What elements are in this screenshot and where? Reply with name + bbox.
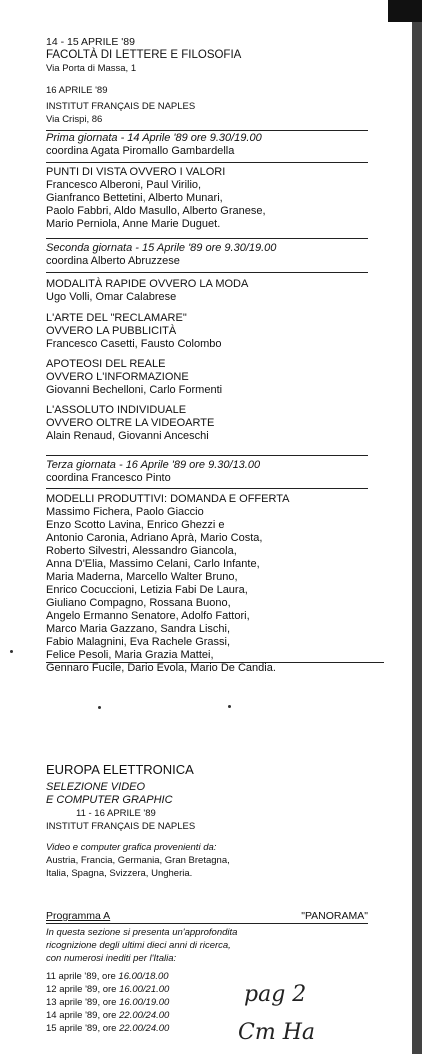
scan-speck [98, 706, 101, 709]
program-label: Programma A [46, 910, 111, 922]
program-desc-2: ricognizione degli ultimi dieci anni di ricerca, [46, 940, 231, 951]
day2-topic-2-title-2: OVVERO LA PUBBLICITÀ [46, 325, 177, 337]
handwritten-note-2: Cm Ha [238, 1020, 315, 1045]
right-scan-edge [412, 22, 422, 1054]
scan-speck [228, 705, 231, 708]
europa-venue: INSTITUT FRANÇAIS DE NAPLES [46, 821, 196, 832]
day2-coordinator: coordina Alberto Abruzzese [46, 255, 180, 267]
day2-topic-3-title-1: APOTEOSI DEL REALE [46, 358, 166, 370]
day2-topic-1-title: MODALITÀ RAPIDE OVVERO LA MODA [46, 278, 249, 290]
day2-topic-4-title-2: OVVERO OLTRE LA VIDEOARTE [46, 417, 215, 429]
day1-speakers-1: Francesco Alberoni, Paul Virilio, [46, 179, 202, 191]
program-header [46, 910, 368, 922]
day2-content [46, 278, 386, 443]
divider-1 [46, 130, 368, 131]
schedule-row: 14 aprile '89, ore 22.00/24.00 [46, 1010, 170, 1021]
divider-3 [46, 238, 368, 239]
europa-title: EUROPA ELETTRONICA [46, 762, 194, 777]
europa-subtitle-2: E COMPUTER GRAPHIC [46, 794, 173, 806]
europa-desc-3: Italia, Spagna, Svizzera, Ungheria. [46, 868, 193, 879]
day2-topic-2-speakers: Francesco Casetti, Fausto Colombo [46, 338, 222, 350]
day3-speakers-3: Antonio Caronia, Adriano Aprà, Mario Costa, [46, 532, 263, 544]
scan-speck [10, 650, 13, 653]
day3-speakers-12: Felice Pesoli, Maria Grazia Mattei, [46, 649, 214, 661]
day3-speakers-11: Fabio Malagnini, Eva Rachele Grassi, [46, 636, 231, 648]
program-desc-3: con numerosi inediti per l'Italia: [46, 953, 177, 964]
day3-content [46, 493, 386, 675]
day3-speakers-1: Massimo Fichera, Paolo Giaccio [46, 506, 204, 518]
schedule-row: 15 aprile '89, ore 22.00/24.00 [46, 1023, 170, 1034]
day2-topic-1-speakers: Ugo Volli, Omar Calabrese [46, 291, 177, 303]
europa-subtitle-1: SELEZIONE VIDEO [46, 781, 146, 793]
day2-topic-4-speakers: Alain Renaud, Giovanni Anceschi [46, 430, 209, 442]
divider-8 [46, 923, 368, 924]
day1-speakers-2: Gianfranco Bettetini, Alberto Munari, [46, 192, 223, 204]
day3-speakers-2: Enzo Scotto Lavina, Enrico Ghezzi e [46, 519, 225, 531]
day3-speakers-4: Roberto Silvestri, Alessandro Giancola, [46, 545, 237, 557]
day2-topic-3-speakers: Giovanni Bechelloni, Carlo Formenti [46, 384, 223, 396]
program-name: "PANORAMA" [301, 910, 368, 922]
day2-heading: Seconda giornata - 15 Aprile '89 ore 9.30/19.00 [46, 242, 277, 254]
day3-heading: Terza giornata - 16 Aprile '89 ore 9.30/13.00 [46, 459, 261, 471]
day3-speakers-6: Maria Maderna, Marcello Walter Bruno, [46, 571, 238, 583]
day1-coordinator: coordina Agata Piromallo Gambardella [46, 145, 235, 157]
divider-6 [46, 488, 368, 489]
handwritten-note-1: pag 2 [244, 982, 307, 1007]
day1-speakers-3: Paolo Fabbri, Aldo Masullo, Alberto Granese, [46, 205, 266, 217]
divider-4 [46, 272, 368, 273]
day3-heading-block [46, 459, 386, 485]
day3-speakers-8: Giuliano Compagno, Rossana Buono, [46, 597, 231, 609]
divider-5 [46, 455, 368, 456]
divider-2 [46, 162, 368, 163]
day3-speakers-5: Anna D'Elia, Massimo Celani, Carlo Infante, [46, 558, 260, 570]
address-1: Via Porta di Massa, 1 [46, 63, 137, 74]
europa-dates: 11 - 16 APRILE '89 [76, 808, 156, 819]
day1-content [46, 166, 386, 231]
dark-corner [388, 0, 422, 22]
venue-2: INSTITUT FRANÇAIS DE NAPLES [46, 101, 196, 112]
day3-speakers-9: Angelo Ermanno Senatore, Adolfo Fattori, [46, 610, 250, 622]
day3-speakers-13: Gennaro Fucile, Dario Evola, Mario De Candia. [46, 662, 276, 674]
day1-topic: PUNTI DI VISTA OVVERO I VALORI [46, 166, 226, 178]
day2-topic-4-title-1: L'ASSOLUTO INDIVIDUALE [46, 404, 187, 416]
schedule-row: 11 aprile '89, ore 16.00/18.00 [46, 971, 169, 982]
europa-desc-1: Video e computer grafica provenienti da: [46, 842, 217, 853]
day1-heading-block [46, 132, 386, 158]
day3-speakers-10: Marco Maria Gazzano, Sandra Lischi, [46, 623, 231, 635]
top-edge [0, 0, 422, 28]
day3-topic: MODELLI PRODUTTIVI: DOMANDA E OFFERTA [46, 493, 290, 505]
day3-speakers-7: Enrico Cocuccioni, Letizia Fabi De Laura, [46, 584, 248, 596]
schedule-row: 13 aprile '89, ore 16.00/19.00 [46, 997, 170, 1008]
day2-heading-block [46, 242, 386, 268]
schedule-list [46, 970, 386, 1035]
day2-topic-3-title-2: OVVERO L'INFORMAZIONE [46, 371, 189, 383]
europa-block [46, 762, 386, 880]
europa-desc-2: Austria, Francia, Germania, Gran Bretagna, [46, 855, 230, 866]
day2-topic-2-title-1: L'ARTE DEL "RECLAMARE" [46, 312, 187, 324]
divider-7 [46, 662, 384, 663]
schedule-row: 12 aprile '89, ore 16.00/21.00 [46, 984, 170, 995]
day1-speakers-4: Mario Perniola, Anne Marie Duguet. [46, 218, 221, 230]
day1-heading: Prima giornata - 14 Aprile '89 ore 9.30/19.00 [46, 132, 262, 144]
program-desc-1: In questa sezione si presenta un'approfondita [46, 927, 238, 938]
venue-header [46, 36, 386, 126]
address-2: Via Crispi, 86 [46, 114, 103, 125]
venue-1: FACOLTÀ DI LETTERE E FILOSOFIA [46, 49, 242, 61]
dates-2: 16 APRILE '89 [46, 85, 108, 96]
dates-1: 14 - 15 APRILE '89 [46, 36, 135, 48]
day3-coordinator: coordina Francesco Pinto [46, 472, 171, 484]
program-desc [46, 926, 386, 965]
